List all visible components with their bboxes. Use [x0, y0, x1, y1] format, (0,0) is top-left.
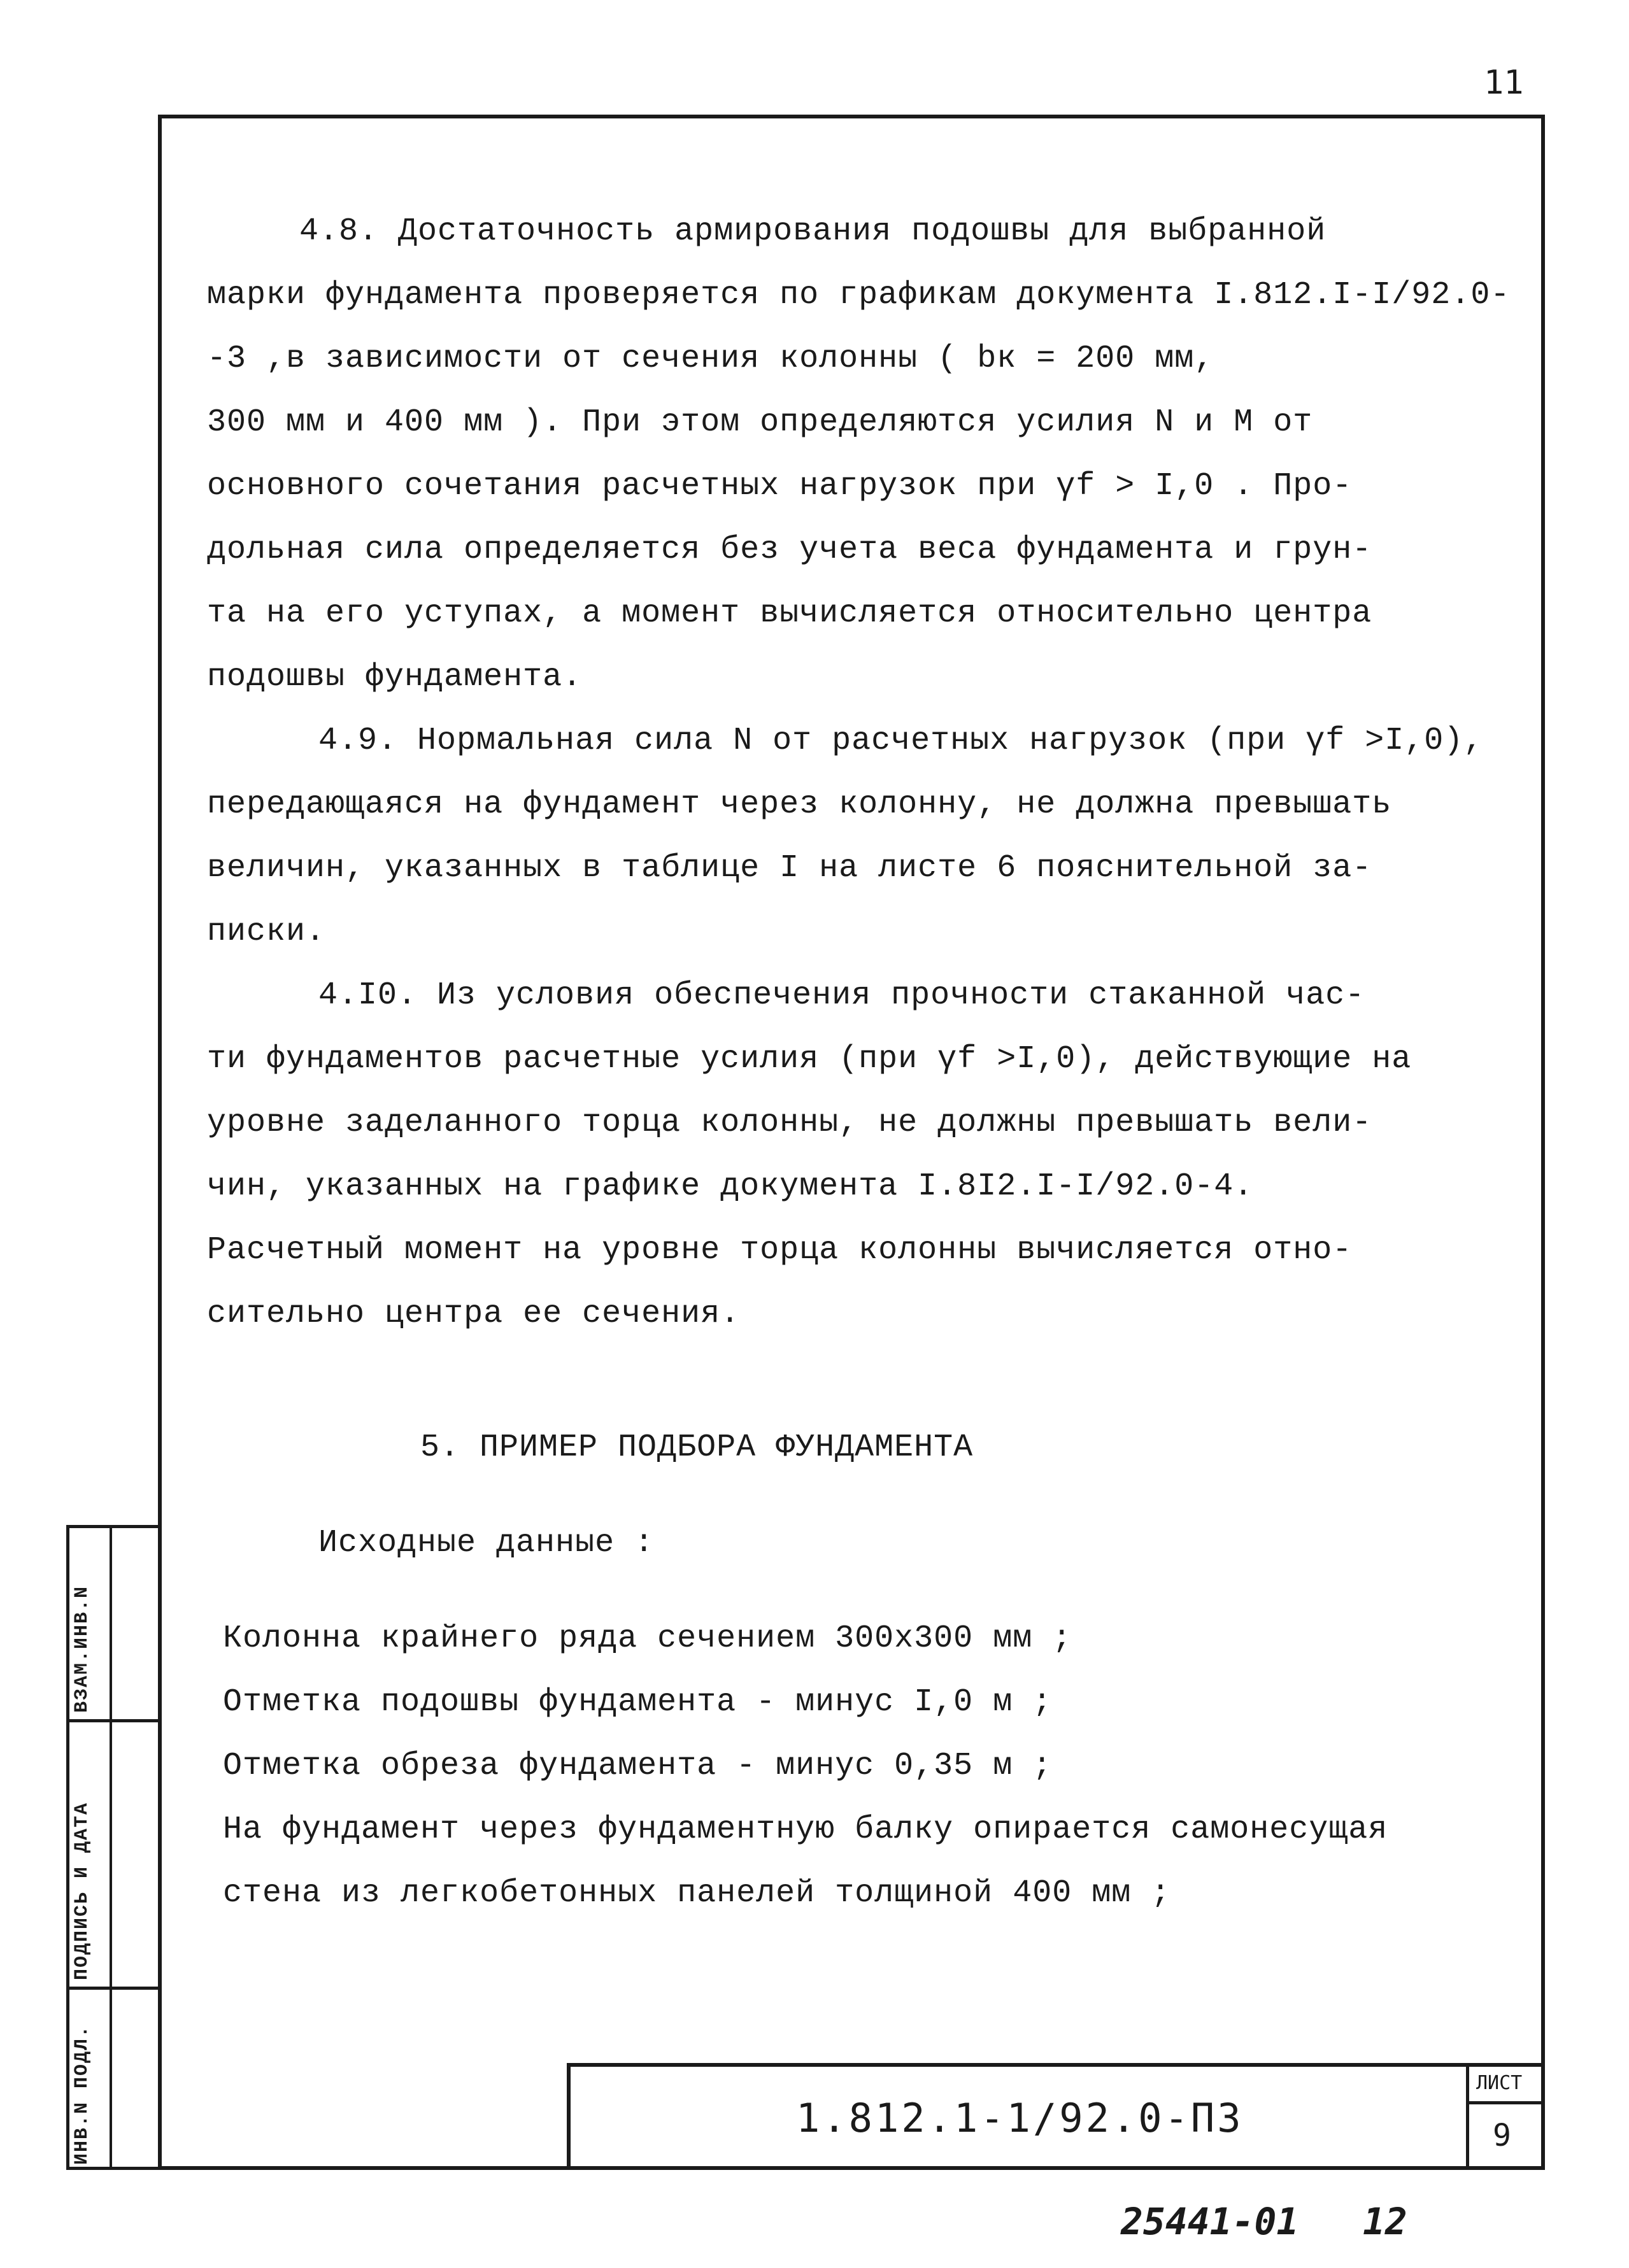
section-heading: 5. ПРИМЕР ПОДБОРА ФУНДАМЕНТА [420, 1429, 974, 1466]
sheet-box-separator [1466, 2101, 1545, 2104]
text-line: писки. [207, 914, 326, 950]
list-item: стена из легкобетонных панелей толщиной 400 мм ; [223, 1875, 1171, 1911]
list-item: Отметка подошвы фундамента - минус I,0 м ; [223, 1684, 1053, 1720]
text-line: -3 ,в зависимости от сечения колонны ( bк = 200 мм, [207, 341, 1214, 377]
sheet-number: 9 [1493, 2118, 1511, 2153]
podpis-data-label: ПОДПИСЬ И ДАТА [71, 1801, 93, 1980]
side-stamp-separator [66, 1719, 158, 1722]
section-subheading: Исходные данные : [318, 1525, 655, 1561]
text-line: чин, указанных на графике документа I.8I2.I-I/92.0-4. [207, 1168, 1254, 1205]
text-line: уровне заделанного торца колонны, не должны превышать вели- [207, 1105, 1372, 1141]
inv-podl-label: ИНВ.N ПОДЛ. [71, 2024, 93, 2165]
text-line: 300 мм и 400 мм ). При этом определяются усилия N и M от [207, 404, 1313, 441]
archive-number: 25441-01 [1121, 2200, 1299, 2243]
text-line: ти фундаментов расчетные усилия (при γf >I,0), действующие на [207, 1041, 1412, 1077]
list-item: На фундамент через фундаментную балку опирается самонесущая [223, 1811, 1388, 1848]
vzam-inv-label: ВЗАМ.ИНВ.N [71, 1585, 93, 1713]
top-page-number: 11 [1484, 64, 1524, 102]
text-line: основного сочетания расчетных нагрузок при γf > I,0 . Про- [207, 468, 1353, 504]
text-line: 4.9. Нормальная сила N от расчетных нагрузок (при γf >I,0), [318, 723, 1484, 759]
text-line: сительно центра ее сечения. [207, 1296, 741, 1332]
footer-page-number: 12 [1363, 2200, 1407, 2243]
list-item: Колонна крайнего ряда сечением 300х300 мм ; [223, 1620, 1072, 1657]
side-stamp-divider [110, 1525, 112, 2170]
text-line: передающаяся на фундамент через колонну, не должна превышать [207, 786, 1392, 823]
text-line: подошвы фундамента. [207, 659, 583, 695]
text-line: величин, указанных в таблице I на листе 6 пояснительной за- [207, 850, 1372, 886]
text-line: та на его уступах, а момент вычисляется относительно центра [207, 595, 1372, 632]
side-stamp-separator [66, 1987, 158, 1990]
text-line: дольная сила определяется без учета веса фундамента и грун- [207, 532, 1372, 568]
sheet-label: ЛИСТ [1476, 2072, 1523, 2094]
text-line: 4.8. Достаточность армирования подошвы для выбранной [299, 213, 1327, 250]
text-line: марки фундамента проверяется по графикам документа I.812.I-I/92.0- [207, 277, 1511, 313]
text-line: Расчетный момент на уровне торца колонны вычисляется отно- [207, 1232, 1353, 1268]
document-code: 1.812.1-1/92.0-ПЗ [796, 2095, 1244, 2141]
list-item: Отметка обреза фундамента - минус 0,35 м ; [223, 1748, 1053, 1784]
text-line: 4.I0. Из условия обеспечения прочности стаканной час- [318, 977, 1365, 1014]
